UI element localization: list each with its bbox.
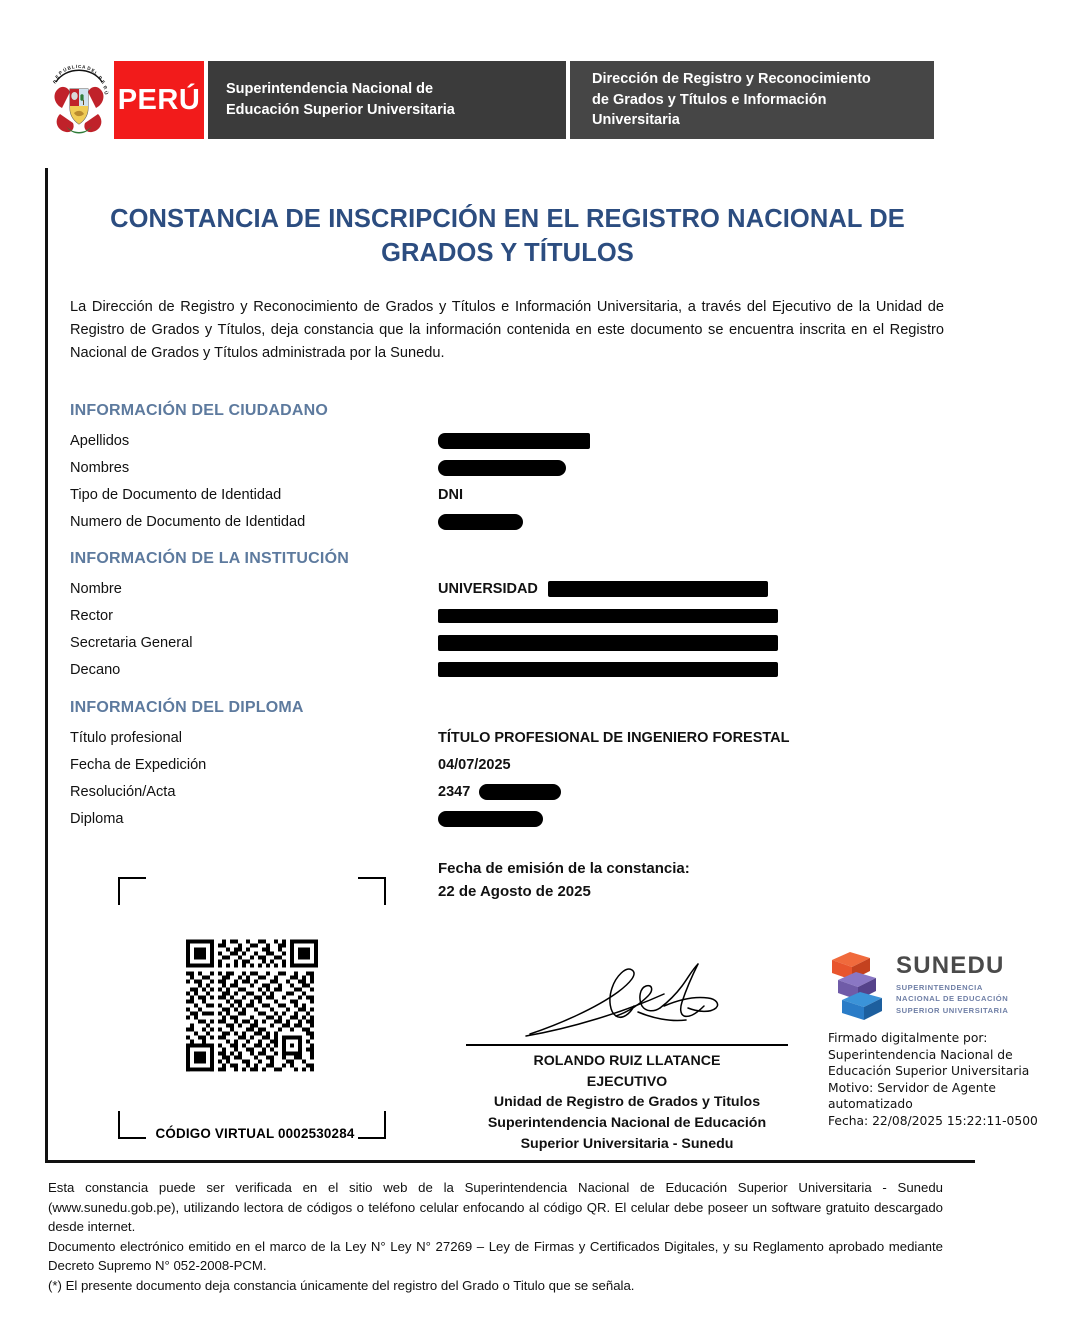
field-row-titulo-profesional (70, 724, 950, 751)
handwritten-signature-icon (512, 950, 742, 1042)
field-label-numero-documento: Numero de Documento de Identidad (70, 513, 306, 530)
sunedu-subtitle-line3: SUPERIOR UNIVERSITARIA (896, 1005, 1009, 1015)
qr-code-icon[interactable] (186, 939, 318, 1071)
signature-details (466, 1051, 788, 1155)
header-direction-line2: de Grados y Títulos e Información (592, 91, 827, 108)
header-direction-block (570, 61, 934, 139)
signatory-unit: Unidad de Registro de Grados y Titulos (493, 1094, 761, 1111)
qr-corner-top-left (118, 877, 146, 905)
field-row-apellidos (70, 427, 950, 454)
field-label-titulo-profesional: Título profesional (70, 729, 182, 746)
field-value-decano (438, 662, 950, 677)
field-value-secretaria-general (438, 635, 950, 651)
qr-code-caption: CÓDIGO VIRTUAL 0002530284 (155, 1126, 355, 1141)
field-value-fecha-expedicion: 04/07/2025 (438, 756, 511, 773)
field-label-institucion-nombre: Nombre (70, 580, 122, 597)
signatory-org-line2: Superior Universitaria - Sunedu (520, 1135, 734, 1152)
svg-text:R: R (52, 78, 58, 85)
section-informacion-ciudadano (70, 402, 950, 535)
field-value-tipo-documento (438, 487, 950, 503)
qr-corner-top-right (358, 877, 386, 905)
digital-sign-line3: Educación Superior Universitaria (828, 1064, 1030, 1079)
sunedu-subtitle (896, 982, 1043, 1016)
redaction-bar (438, 662, 778, 677)
header-entity-line1: Superintendencia Nacional de (226, 81, 434, 98)
field-value-institucion-nombre (438, 581, 950, 597)
footer-notes (48, 1178, 943, 1295)
svg-text:D: D (86, 65, 92, 72)
section-title-institucion: INFORMACIÓN DE LA INSTITUCIÓN (70, 550, 349, 567)
section-title-diploma: INFORMACIÓN DEL DIPLOMA (70, 699, 304, 716)
emission-date-block (438, 858, 690, 904)
emission-date-label: Fecha de emisión de la constancia: (438, 860, 690, 877)
redaction-bar (438, 433, 590, 449)
page-title (70, 203, 945, 271)
page-title-line1: CONSTANCIA DE INSCRIPCIÓN EN EL REGISTRO NACIONAL DE (110, 205, 905, 233)
field-value-diploma (438, 811, 950, 827)
redaction-bar (438, 460, 566, 476)
digital-sign-line2: Superintendencia Nacional de (828, 1047, 1013, 1062)
field-row-tipo-documento (70, 481, 950, 508)
field-value-resolucion-acta (438, 784, 950, 800)
svg-text:I: I (75, 64, 78, 69)
section-informacion-diploma (70, 699, 950, 832)
emission-date-value: 22 de Agosto de 2025 (438, 882, 591, 900)
field-label-tipo-documento: Tipo de Documento de Identidad (70, 486, 282, 503)
digital-sign-line6: Fecha: 22/08/2025 15:22:11-0500 (828, 1113, 1038, 1128)
header-entity-block (208, 61, 566, 139)
digital-sign-line5: automatizado (828, 1097, 913, 1112)
redaction-bar (438, 609, 778, 623)
footer-paragraph-3: (*) El presente documento deja constancia únicamente del registro del Grado o Titulo que se señala. (48, 1277, 635, 1293)
svg-text:Ú: Ú (103, 90, 110, 96)
field-row-diploma (70, 805, 950, 832)
page-title-line2: GRADOS Y TÍTULOS (381, 238, 634, 267)
redaction-bar (548, 581, 768, 597)
field-row-fecha-expedicion (70, 751, 950, 778)
redaction-bar (479, 784, 561, 800)
digital-signature-details (828, 1030, 1043, 1130)
footer-paragraph-2: Documento electrónico emitido en el marco de la Ley N° Ley N° 27269 – Ley de Firmas y Certificados Digitales, y su Reglamento aprobado mediante Decreto Supremo N° 052-2008-PCM. (48, 1238, 943, 1274)
sunedu-logo (828, 948, 1043, 1026)
field-value-apellidos (438, 433, 950, 449)
peru-coat-of-arms-icon (44, 61, 114, 139)
svg-text:L: L (93, 70, 99, 77)
svg-text:P: P (57, 69, 64, 76)
field-label-resolucion-acta: Resolución/Acta (70, 783, 176, 800)
field-row-decano (70, 656, 950, 683)
svg-text:L: L (71, 64, 75, 70)
sunedu-wordmark-group (896, 948, 1043, 1016)
field-row-institucion-nombre (70, 575, 950, 602)
signature-rule (466, 1044, 788, 1046)
redaction-bar (438, 635, 778, 651)
section-informacion-institucion (70, 550, 950, 683)
field-label-decano: Decano (70, 661, 121, 678)
intro-paragraph: La Dirección de Registro y Reconocimiento de Grados y Títulos e Información Universitaria, a través del Ejecutivo de la Unidad de Registro de Grados y Títulos, deja constancia que la información contenida en este documento se encuentra inscrita en el Registro Nacional de Grados y Títulos administrada por la Sunedu. (70, 299, 944, 361)
svg-text:P: P (97, 74, 103, 81)
header-direction-line1: Dirección de Registro y Reconocimiento (592, 71, 871, 88)
document-header (44, 61, 934, 139)
field-label-rector: Rector (70, 607, 113, 624)
field-label-apellidos: Apellidos (70, 432, 130, 449)
qr-code-container (118, 877, 386, 1139)
footer-paragraph-1: Esta constancia puede ser verificada en el sitio web de la Superintendencia Nacional de Educación Superior Universitaria - Sunedu (www.sunedu.gob.pe), utilizando lectora de códigos o teléfono celular enfocando al código QR. El celular debe poseer un software gratuito descargado desde internet. (48, 1180, 943, 1235)
field-value-rector (438, 609, 950, 623)
redaction-bar (438, 514, 523, 530)
sunedu-blocks-icon (828, 948, 890, 1022)
section-title-ciudadano: INFORMACIÓN DEL CIUDADANO (70, 402, 329, 419)
field-value-numero-documento (438, 514, 950, 530)
header-direction-line3: Universitaria (592, 112, 680, 129)
peru-brand-block (114, 61, 204, 139)
svg-text:A: A (81, 64, 86, 70)
sunedu-subtitle-line1: SUPERINTENDENCIA (896, 983, 983, 992)
field-label-diploma: Diploma (70, 810, 124, 827)
svg-text:E: E (100, 79, 107, 85)
signatory-org-line1: Superintendencia Nacional de Educación (487, 1115, 767, 1132)
field-row-nombres (70, 454, 950, 481)
svg-text:Ú: Ú (62, 66, 68, 73)
signatory-name: ROLANDO RUIZ LLATANCE (533, 1053, 721, 1069)
digital-sign-line1: Firmado digitalmente por: (828, 1031, 988, 1045)
field-value-nombres (438, 460, 950, 476)
svg-text:C: C (78, 64, 82, 69)
field-value-titulo-profesional: TÍTULO PROFESIONAL DE INGENIERO FORESTAL (438, 729, 790, 746)
header-entity-line2: Educación Superior Universitaria (226, 102, 455, 118)
field-row-numero-documento (70, 508, 950, 535)
signature-block (466, 950, 788, 1155)
value-text-resolucion-numero: 2347 (438, 783, 471, 800)
field-label-fecha-expedicion: Fecha de Expedición (70, 756, 207, 773)
digital-sign-line4: Motivo: Servidor de Agente (828, 1080, 996, 1095)
svg-text:E: E (54, 73, 61, 80)
value-text-dni: DNI (438, 486, 463, 503)
signatory-role: EJECUTIVO (586, 1073, 668, 1090)
field-row-rector (70, 602, 950, 629)
value-text-universidad: UNIVERSIDAD (438, 580, 538, 597)
svg-text:R: R (102, 84, 109, 91)
sunedu-signature-box (828, 948, 1043, 1130)
peru-label: PERÚ (117, 83, 201, 116)
redaction-bar (438, 811, 543, 827)
field-row-secretaria-general (70, 629, 950, 656)
svg-text:B: B (66, 65, 72, 71)
sunedu-subtitle-line2: NACIONAL DE EDUCACIÓN (896, 994, 1009, 1004)
sunedu-wordmark: SUNEDU (896, 952, 1005, 979)
svg-text:E: E (90, 67, 96, 74)
field-label-nombres: Nombres (70, 459, 130, 476)
field-row-resolucion-acta (70, 778, 950, 805)
field-label-secretaria-general: Secretaria General (70, 634, 193, 651)
